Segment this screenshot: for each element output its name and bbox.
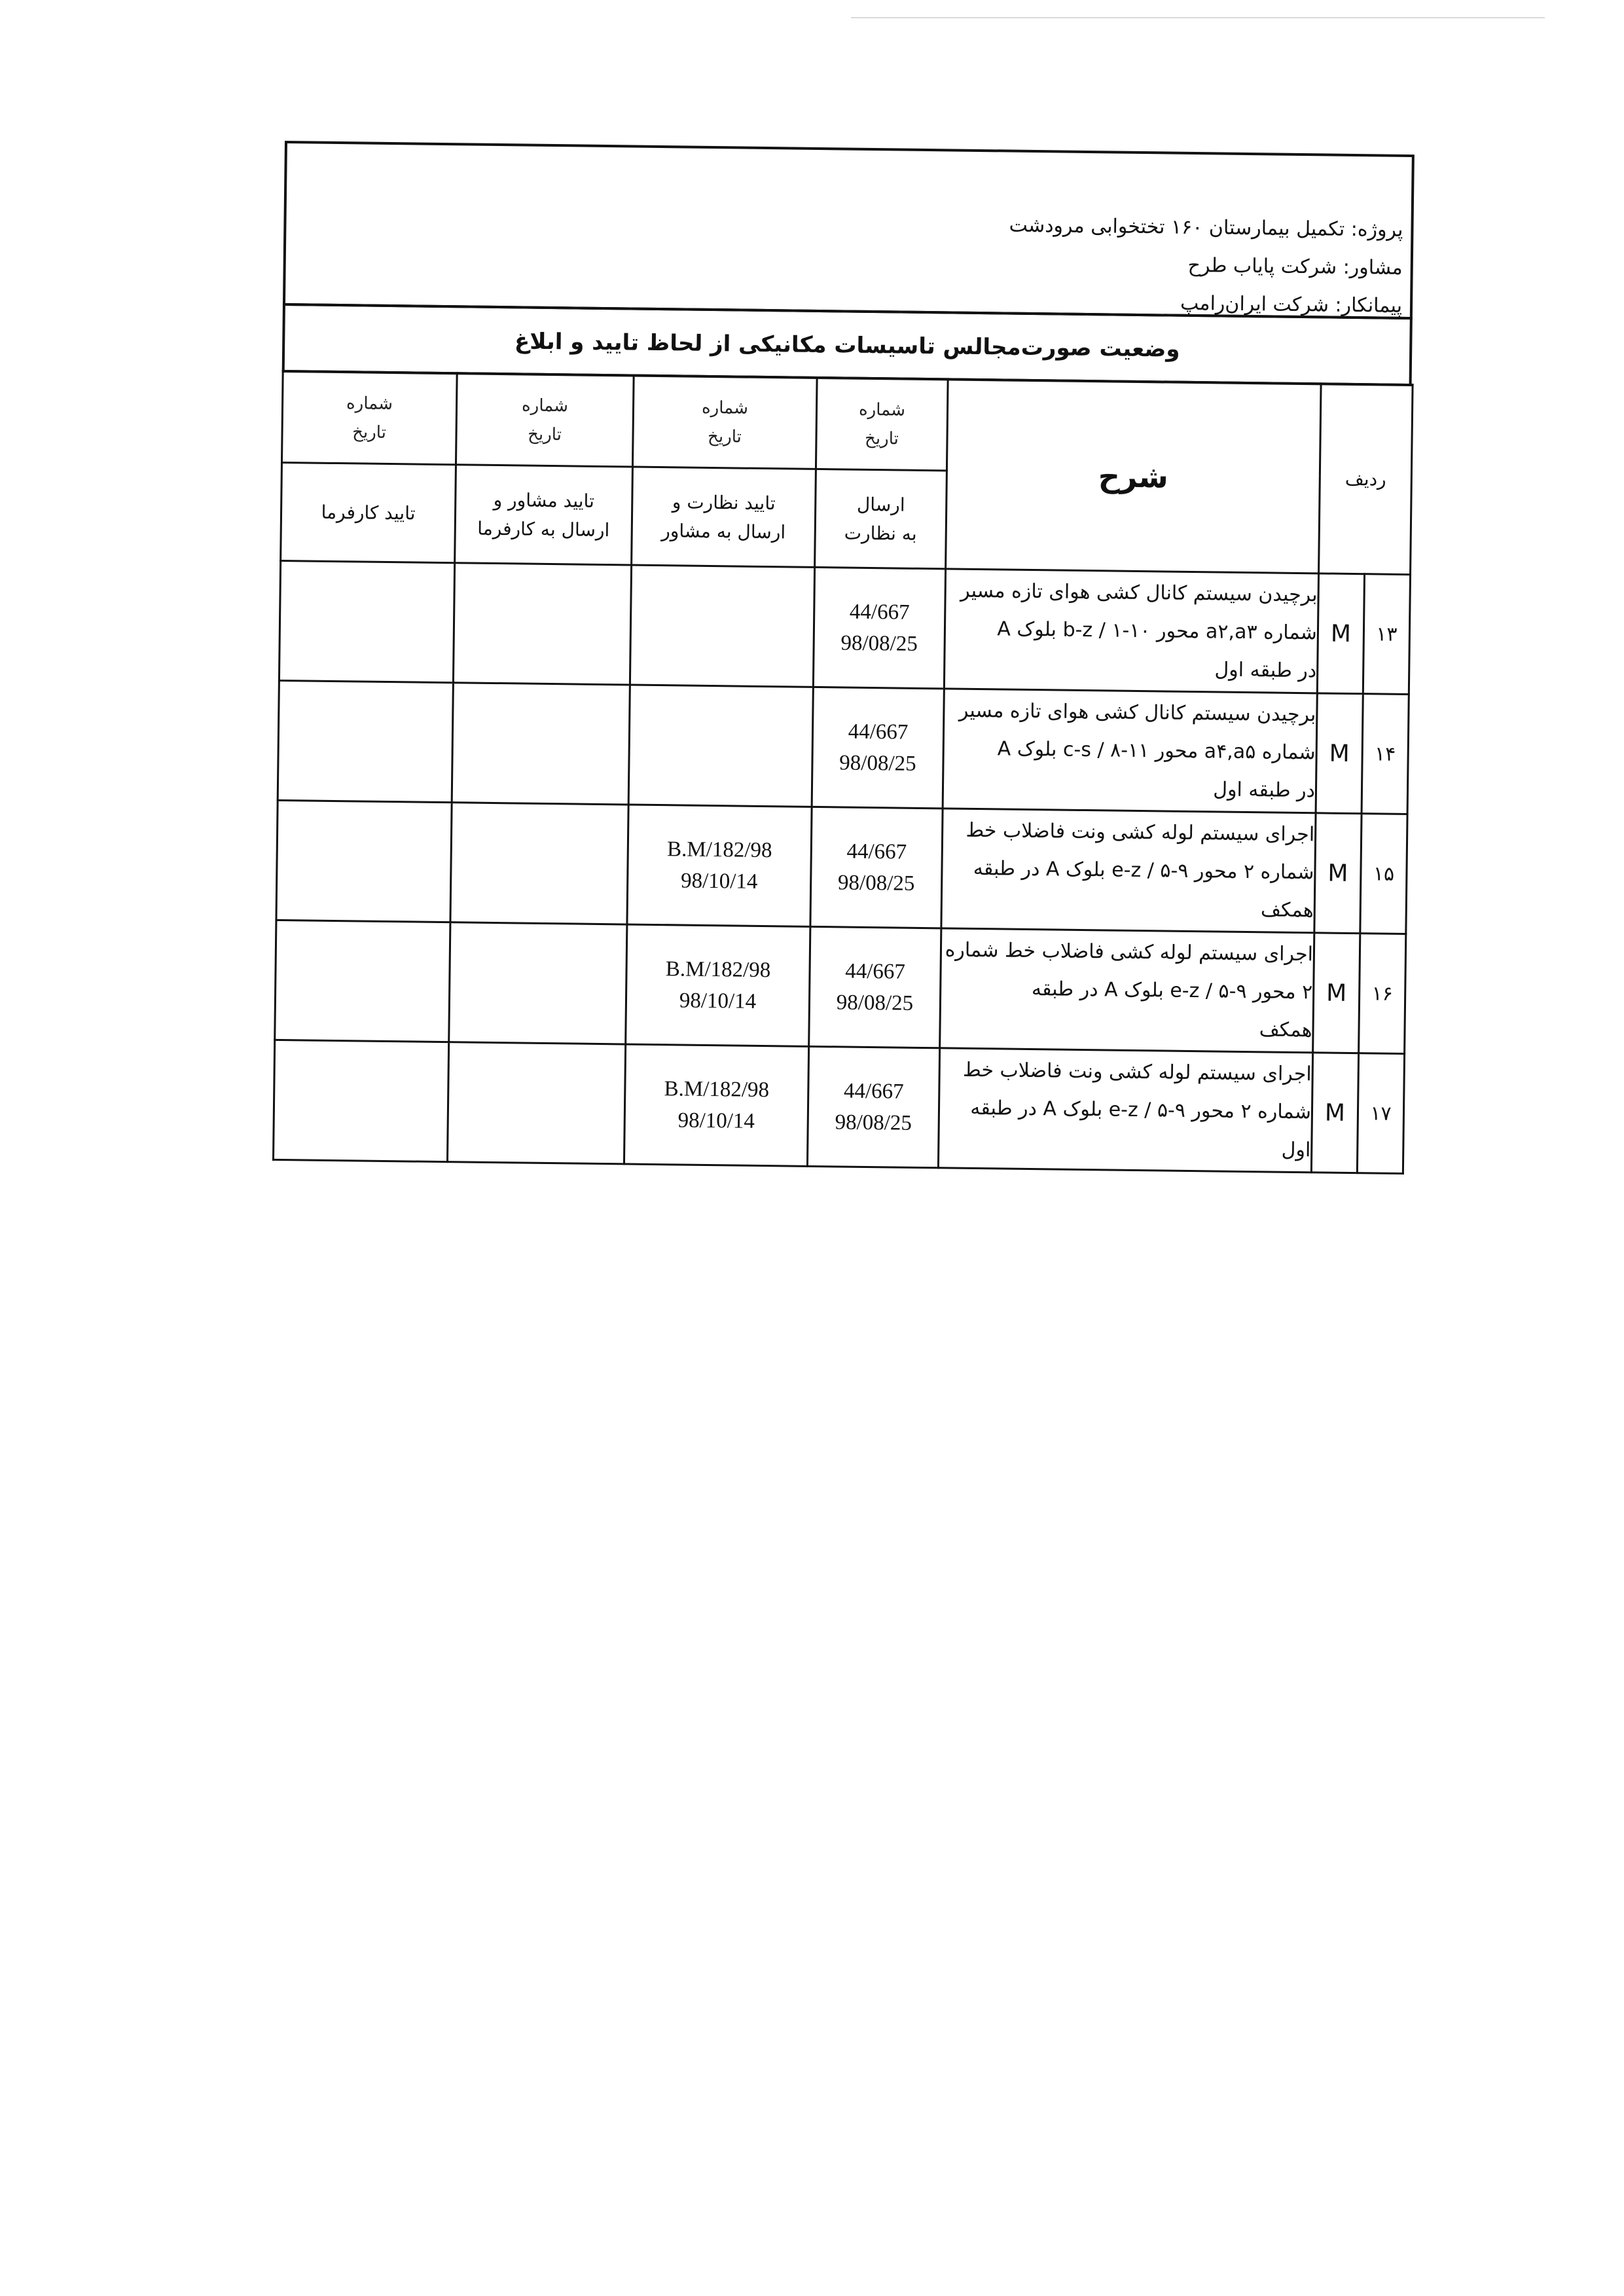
consultant-number-date-header	[456, 373, 634, 467]
date-label: تاریخ	[864, 428, 899, 448]
document-sheet	[272, 141, 1415, 1222]
supervision-number: B.M/182/98	[665, 957, 771, 983]
send-number: 44/667	[846, 839, 907, 864]
employer-cell	[278, 680, 453, 802]
send-date: 98/08/25	[839, 751, 916, 776]
table-header-row-1	[281, 371, 1413, 476]
consultant-cell	[447, 1042, 625, 1164]
number-label: شماره	[346, 393, 393, 414]
row-description: اجرای سیستم لوله کشی ونت فاضلاب خط شماره ۲ محور ۹-۵ / e-z بلوک A در طبقه همکف	[941, 809, 1316, 933]
supervision-date	[632, 625, 813, 627]
send-cell	[813, 567, 945, 688]
row-description: برچیدن سیستم کانال کشی هوای تازه مسیر شماره a۴,a۵ محور ۱۱-۸ / c-s بلوک A در طبقه اول	[943, 689, 1317, 813]
row-number: ۱۳	[1363, 574, 1410, 695]
supervision-date	[630, 745, 812, 747]
supervision-cell	[627, 805, 812, 926]
row-type: M	[1311, 1053, 1358, 1173]
row-number: ۱۶	[1359, 934, 1406, 1054]
send-date: 98/08/25	[835, 1110, 912, 1135]
send-number: 44/667	[845, 959, 906, 984]
supervision-approval-header: تایید نظارت و ارسال به مشاور	[632, 467, 816, 567]
send-cell	[807, 1046, 939, 1167]
table-row	[278, 680, 1409, 814]
consultant-approval-header: تایید مشاور و ارسال به کارفرما	[455, 465, 633, 565]
supervision-date: 98/10/14	[679, 989, 757, 1013]
table-row	[275, 920, 1406, 1053]
row-type: M	[1316, 693, 1363, 814]
consultant-name: مشاور: شرکت پایاب طرح	[1187, 253, 1403, 280]
send-cell	[810, 807, 943, 928]
send-date: 98/08/25	[837, 871, 915, 896]
consultant-cell	[450, 803, 628, 924]
employer-approval-header: تایید کارفرما	[281, 462, 456, 562]
supervision-number: B.M/182/98	[666, 837, 772, 863]
number-label: شماره	[858, 399, 906, 420]
send-number: 44/667	[848, 720, 909, 744]
consultant-cell	[452, 683, 630, 805]
employer-number-date-header	[281, 371, 457, 464]
employer-cell	[276, 800, 452, 922]
row-type: M	[1314, 813, 1362, 934]
supervision-number-date-header	[632, 375, 817, 469]
date-label: تاریخ	[707, 426, 742, 447]
send-number-date-header	[816, 377, 948, 470]
row-type: M	[1313, 933, 1360, 1053]
send-date: 98/08/25	[840, 631, 918, 656]
send-number: 44/667	[843, 1079, 904, 1104]
scan-artifact-line	[851, 17, 1545, 18]
row-description: برچیدن سیستم کانال کشی هوای تازه مسیر شماره a۲,a۳ محور ۱۰-۱ / b-z بلوک A در طبقه اول	[944, 569, 1318, 693]
supervision-number: B.M/182/98	[664, 1077, 770, 1102]
status-table	[272, 370, 1414, 1175]
send-date: 98/08/25	[836, 991, 914, 1015]
document-title: وضعیت صورت‌مجالس تاسیسات مکانیکی از لحاظ تایید و ابلاغ	[514, 328, 1180, 363]
send-to-supervision-header: ارسال به نظارت	[815, 469, 947, 568]
radif-header: ردیف	[1319, 384, 1413, 575]
project-header	[283, 141, 1415, 319]
employer-cell	[273, 1040, 448, 1161]
number-label: شماره	[521, 395, 569, 416]
table-row	[276, 800, 1407, 934]
sharh-header: شرح	[946, 379, 1322, 574]
number-label: شماره	[701, 397, 749, 418]
supervision-number	[632, 625, 813, 627]
supervision-number	[630, 745, 812, 747]
supervision-date: 98/10/14	[677, 1108, 755, 1133]
consultant-cell	[453, 563, 631, 685]
row-type: M	[1317, 574, 1364, 694]
supervision-cell	[630, 565, 814, 687]
project-name: پروژه: تکمیل بیمارستان ۱۶۰ تختخوابی مرودشت	[1009, 213, 1403, 242]
row-number: ۱۷	[1357, 1053, 1404, 1174]
consultant-cell	[449, 922, 627, 1044]
supervision-cell	[624, 1044, 808, 1166]
send-number: 44/667	[849, 600, 910, 625]
row-number: ۱۵	[1360, 814, 1407, 934]
row-number: ۱۴	[1362, 694, 1409, 814]
send-cell	[812, 687, 944, 808]
row-description: اجرای سیستم لوله کشی ونت فاضلاب خط شماره ۲ محور ۹-۵ / e-z بلوک A در طبقه اول	[938, 1048, 1312, 1173]
table-row	[273, 1040, 1404, 1173]
date-label: تاریخ	[527, 424, 562, 445]
send-cell	[809, 926, 941, 1048]
employer-cell	[279, 560, 454, 682]
contractor-name: پیمانکار: شرکت ایران‌رامپ	[1180, 291, 1403, 318]
row-description: اجرای سیستم لوله کشی فاضلاب خط شماره ۲ محور ۹-۵ / e-z بلوک A در طبقه همکف	[940, 928, 1314, 1053]
employer-cell	[275, 920, 450, 1042]
table-row	[279, 560, 1410, 694]
supervision-cell	[628, 685, 813, 807]
supervision-date: 98/10/14	[680, 869, 758, 894]
date-label: تاریخ	[352, 422, 387, 443]
supervision-cell	[626, 924, 810, 1046]
